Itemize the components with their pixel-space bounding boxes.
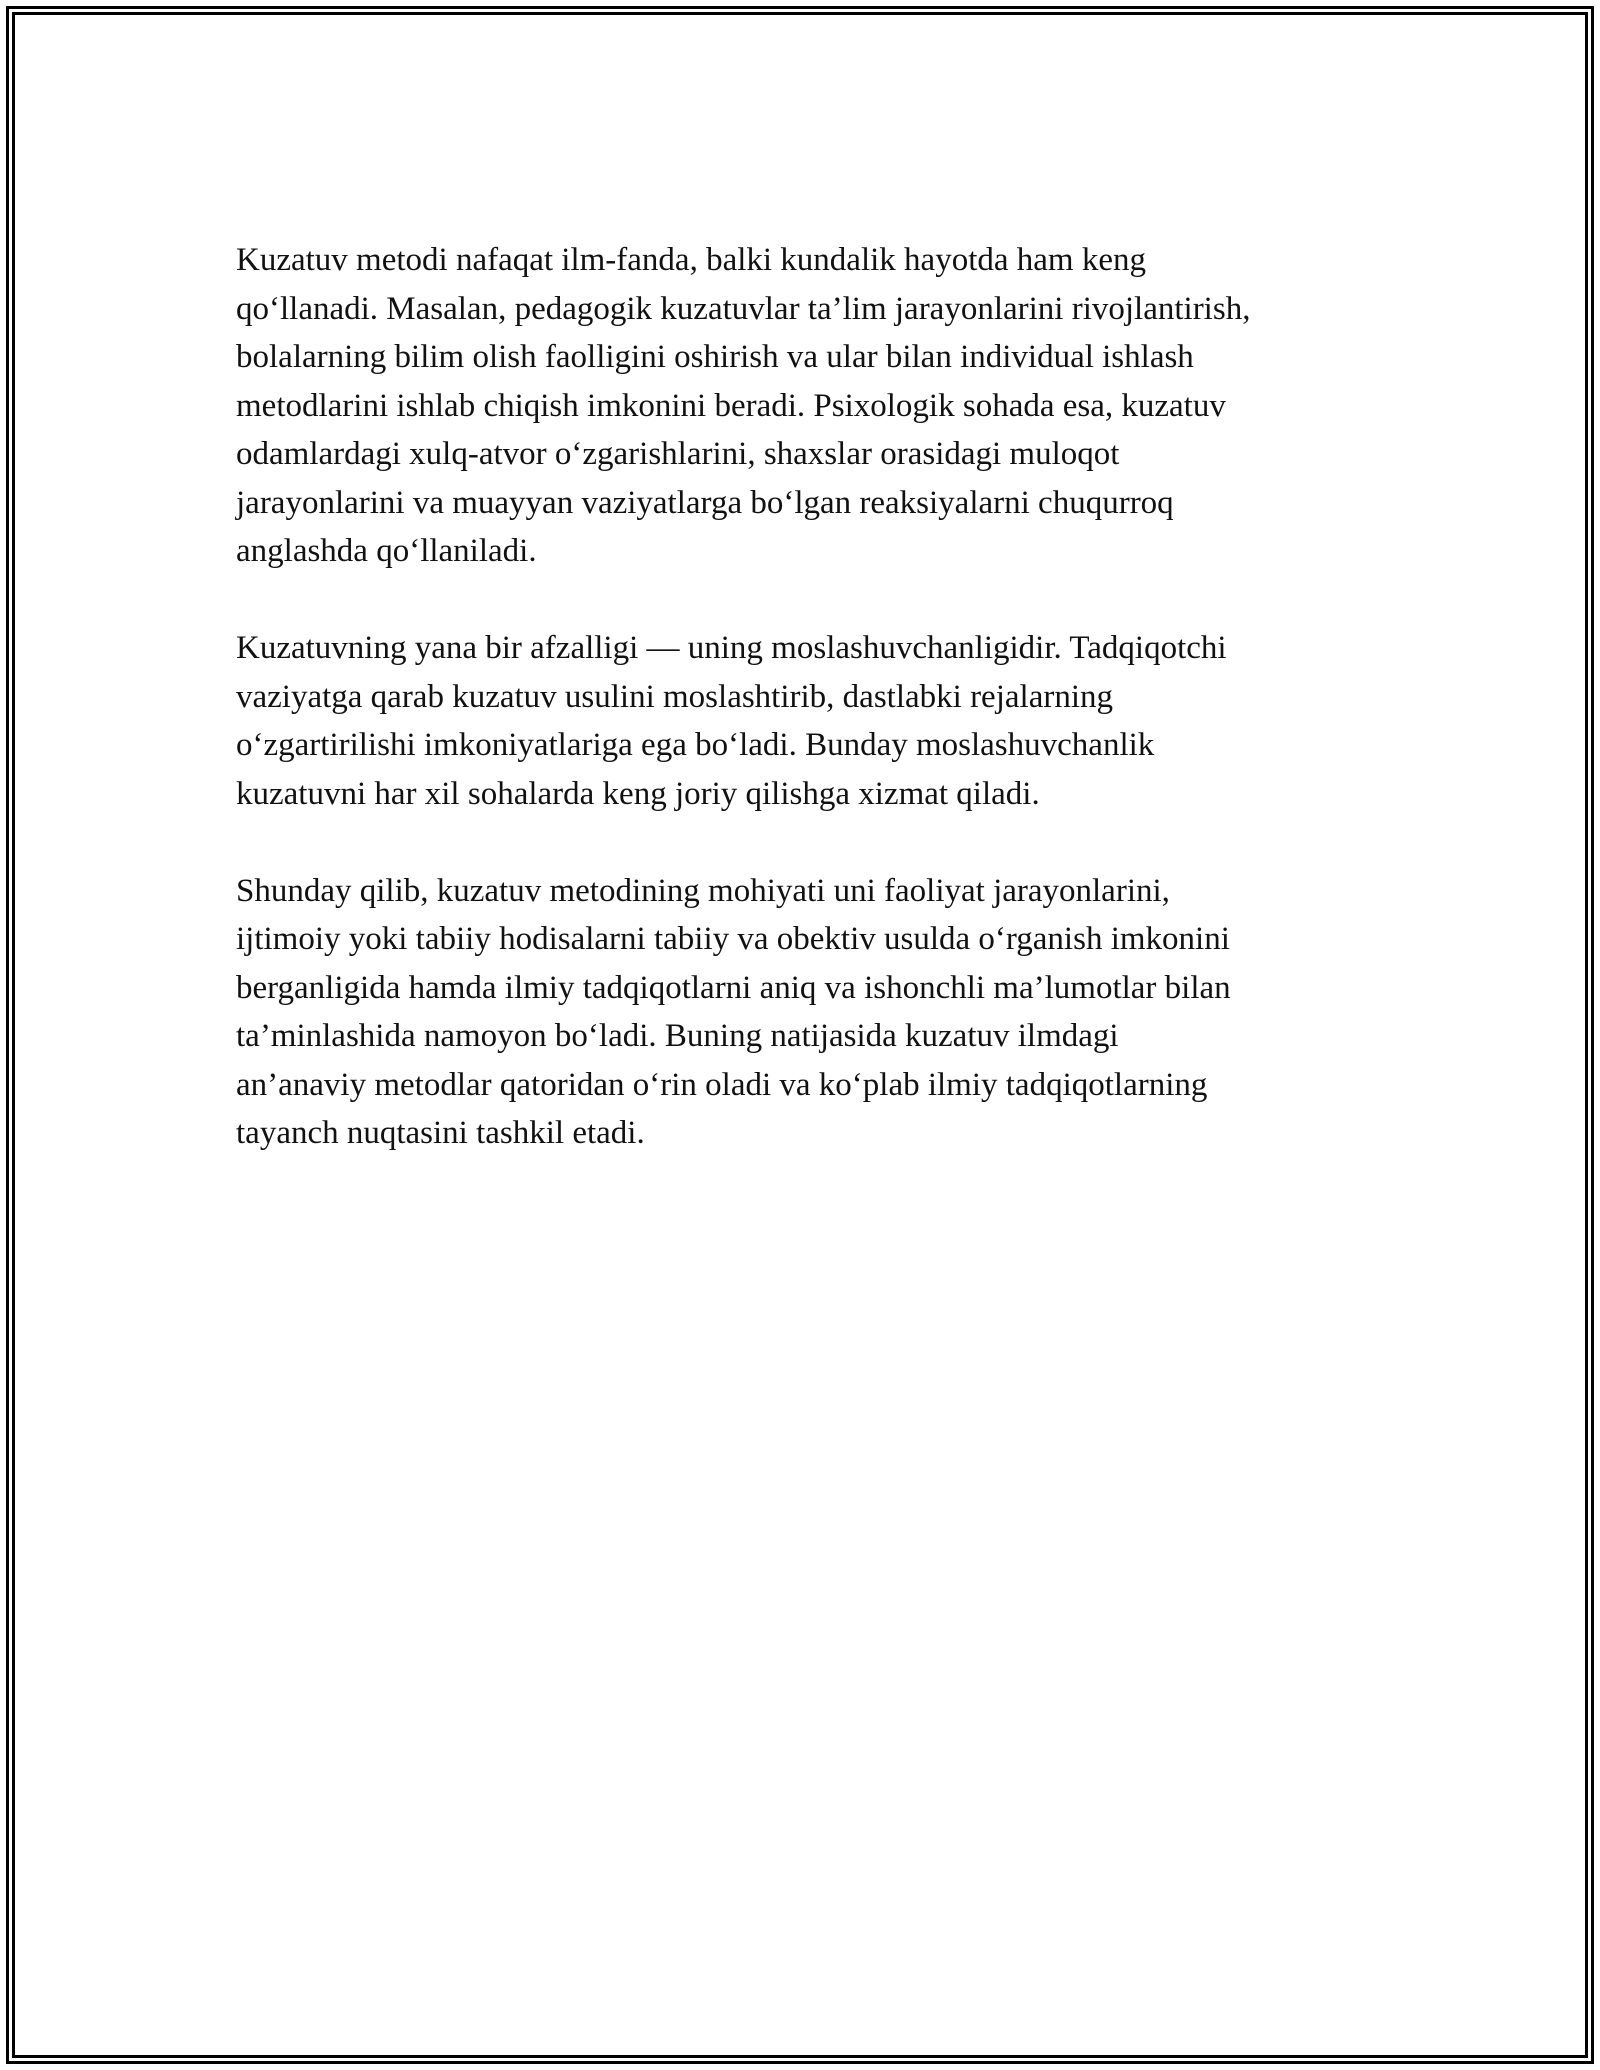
- document-body: [236, 236, 1386, 1206]
- text-line: tayanch nuqtasini tashkil etadi.: [236, 1115, 645, 1151]
- text-line: odamlardagi xulq-atvor o‘zgarishlarini, shaxslar orasidagi muloqot: [236, 436, 1120, 472]
- text-line: Shunday qilib, kuzatuv metodining mohiyati uni faoliyat jarayonlarini,: [236, 872, 1170, 909]
- text-line: Kuzatuvning yana bir afzalligi — uning moslashuvchanligidir. Tadqiqotchi: [236, 630, 1227, 666]
- text-line: kuzatuvni har xil sohalarda keng joriy qilishga xizmat qiladi.: [236, 775, 1040, 812]
- text-line: anglashda qo‘llaniladi.: [236, 533, 537, 569]
- text-line: metodlarini ishlab chiqish imkonini beradi. Psixologik sohada esa, kuzatuv: [236, 387, 1226, 424]
- text-line: qo‘llanadi. Masalan, pedagogik kuzatuvlar ta’lim jarayonlarini rivojlantirish,: [236, 290, 1251, 327]
- text-line: vaziyatga qarab kuzatuv usulini moslashtirib, dastlabki rejalarning: [236, 678, 1113, 715]
- text-line: jarayonlarini va muayyan vaziyatlarga bo‘lgan reaksiyalarni chuqurroq: [236, 484, 1174, 521]
- text-line: ijtimoiy yoki tabiiy hodisalarni tabiiy va obektiv usulda o‘rganish imkonini: [236, 921, 1230, 957]
- text-line: bolalarning bilim olish faolligini oshirish va ular bilan individual ishlash: [236, 339, 1194, 375]
- text-line: Kuzatuv metodi nafaqat ilm-fanda, balki kundalik hayotda ham keng: [236, 242, 1146, 278]
- paragraph-2: [236, 624, 1386, 818]
- text-line: o‘zgartirilishi imkoniyatlariga ega bo‘ladi. Bunday moslashuvchanlik: [236, 727, 1155, 763]
- text-line: berganligida hamda ilmiy tadqiqotlarni aniq va ishonchli ma’lumotlar bilan: [236, 969, 1231, 1006]
- paragraph-1: [236, 236, 1386, 576]
- text-line: an’anaviy metodlar qatoridan o‘rin oladi va ko‘plab ilmiy tadqiqotlarning: [236, 1066, 1208, 1103]
- text-line: ta’minlashida namoyon bo‘ladi. Buning natijasida kuzatuv ilmdagi: [236, 1018, 1119, 1054]
- paragraph-3: [236, 867, 1386, 1158]
